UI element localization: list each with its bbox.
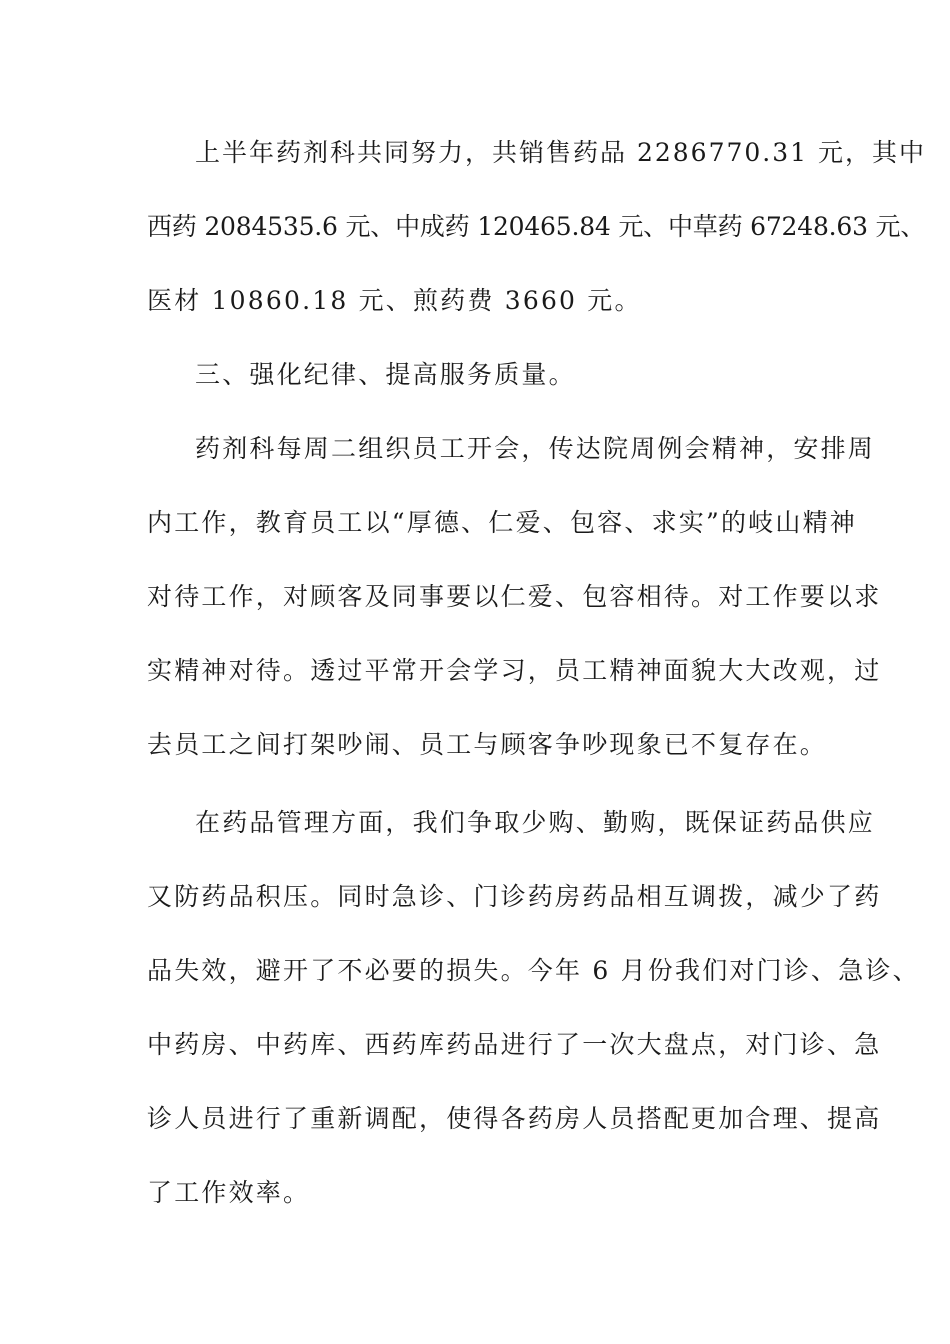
- paragraph-line: 在药品管理方面，我们争取少购、勤购，既保证药品供应: [195, 808, 876, 837]
- paragraph-line: 又防药品积压。同时急诊、门诊药房药品相互调拨，减少了药: [147, 882, 882, 911]
- section-heading: 三、强化纪律、提高服务质量。: [195, 360, 576, 389]
- paragraph-line: 药剂科每周二组织员工开会，传达院周例会精神，安排周: [195, 434, 876, 463]
- paragraph-line: 诊人员进行了重新调配，使得各药房人员搭配更加合理、提高: [147, 1104, 882, 1133]
- paragraph-line: 品失效，避开了不必要的损失。今年 6 月份我们对门诊、急诊、: [147, 956, 920, 985]
- paragraph-line: 上半年药剂科共同努力，共销售药品 2286770.31 元，其中: [195, 138, 926, 167]
- paragraph-line: 中药房、中药库、西药库药品进行了一次大盘点，对门诊、急: [147, 1030, 882, 1059]
- paragraph-line: 了工作效率。: [147, 1178, 311, 1207]
- paragraph-line: 实精神对待。透过平常开会学习，员工精神面貌大大改观，过: [147, 656, 882, 685]
- paragraph-line: 西药 2084535.6 元、中成药 120465.84 元、中草药 67248.63 元、: [147, 212, 926, 241]
- paragraph-line: 内工作，教育员工以“厚德、仁爱、包容、求实”的岐山精神: [147, 508, 857, 537]
- paragraph-line: 医材 10860.18 元、煎药费 3660 元。: [147, 286, 642, 315]
- paragraph-line: 去员工之间打架吵闹、员工与顾客争吵现象已不复存在。: [147, 730, 828, 759]
- paragraph-line: 对待工作，对顾客及同事要以仁爱、包容相待。对工作要以求: [147, 582, 882, 611]
